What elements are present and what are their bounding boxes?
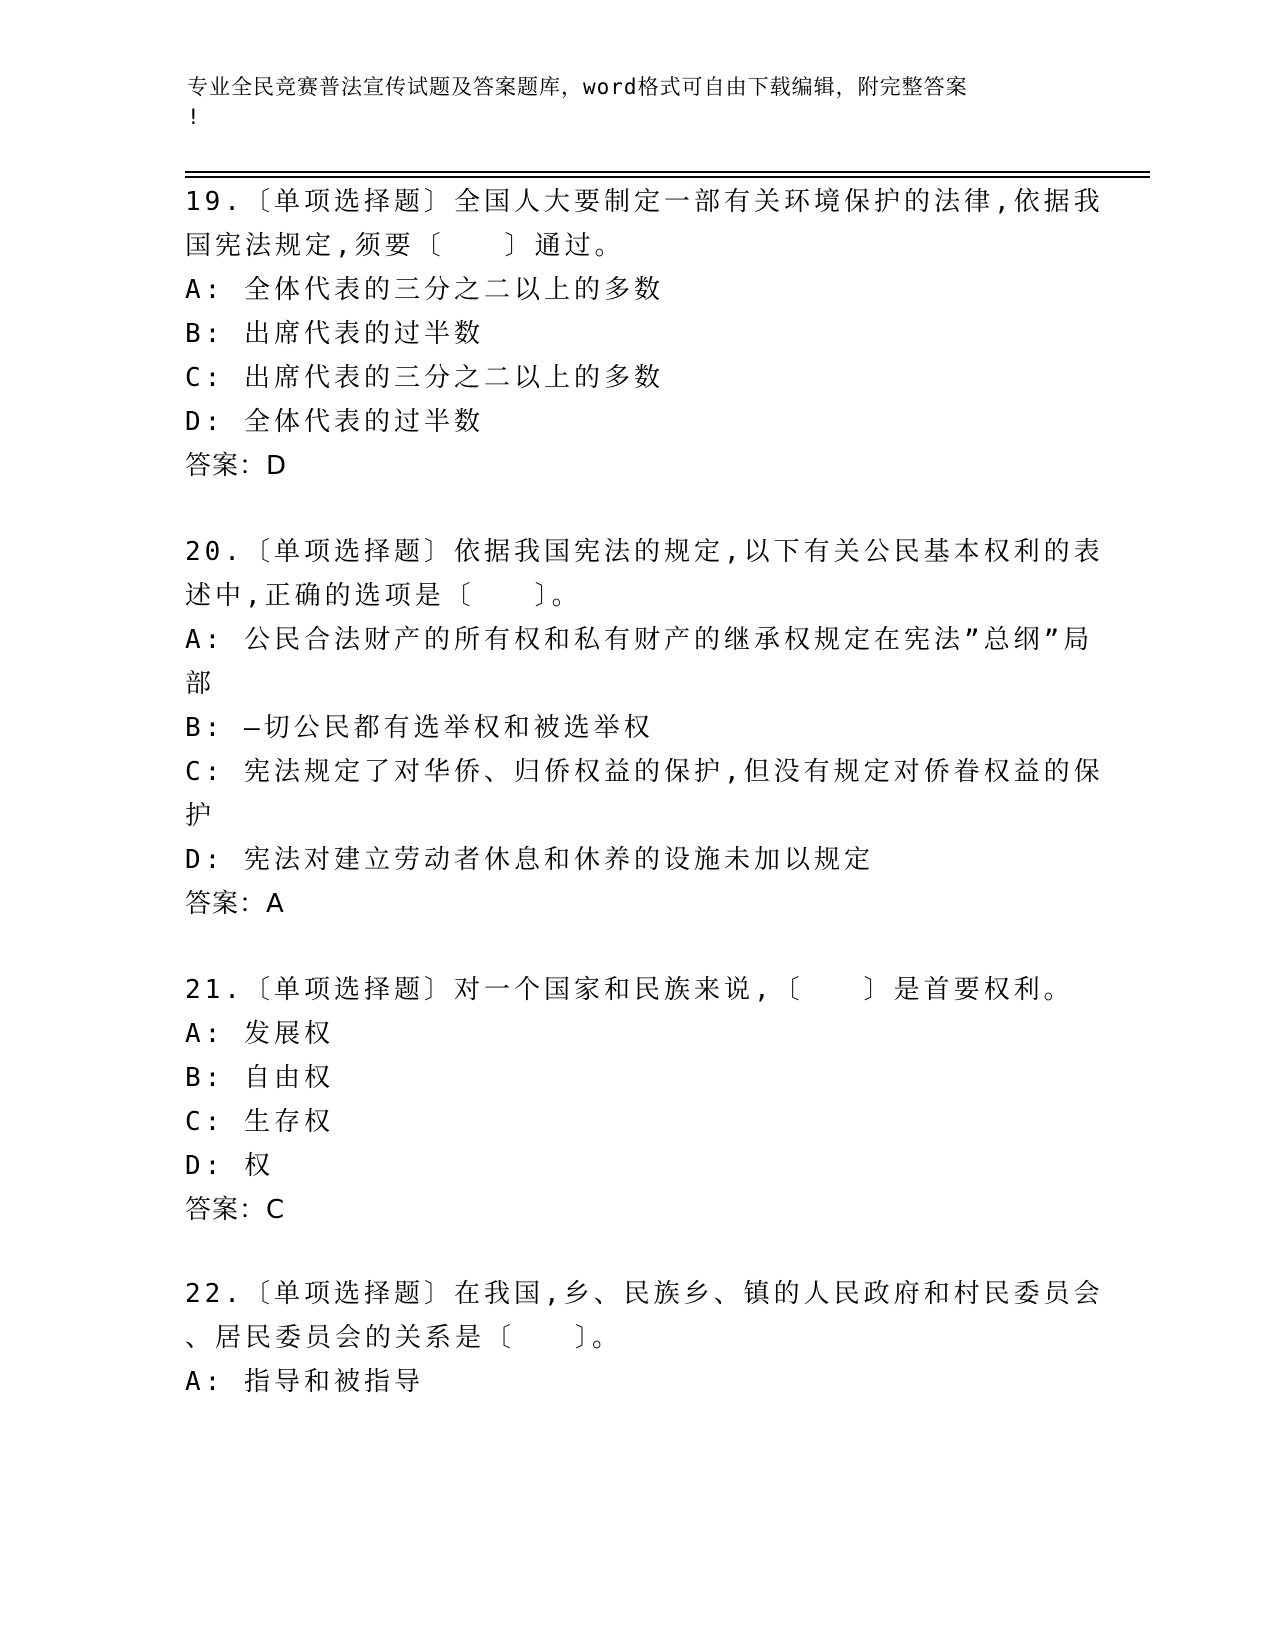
header-rule-top <box>185 171 1150 173</box>
option-d: D: 全体代表的过半数 <box>185 407 484 437</box>
header-line-2: ! <box>187 105 201 129</box>
answer-label: 答案：D <box>185 451 288 481</box>
option-c-continued: 护 <box>185 801 216 831</box>
question-stem-line: 国宪法规定,须要〔 〕通过。 <box>185 231 625 261</box>
option-b: B: 自由权 <box>185 1063 334 1093</box>
option-a: A: 指导和被指导 <box>185 1367 424 1397</box>
question-stem-line: 20.〔单项选择题〕依据我国宪法的规定,以下有关公民基本权利的表 <box>185 537 1104 567</box>
answer-label: 答案：C <box>185 1195 286 1225</box>
answer-label: 答案：A <box>185 889 285 919</box>
option-a-continued: 部 <box>185 669 216 699</box>
option-a: A: 公民合法财产的所有权和私有财产的继承权规定在宪法”总纲”局 <box>185 625 1094 655</box>
option-a: A: 发展权 <box>185 1019 334 1049</box>
option-c: C: 生存权 <box>185 1107 334 1137</box>
question-stem-line: 22.〔单项选择题〕在我国,乡、民族乡、镇的人民政府和村民委员会 <box>185 1279 1104 1309</box>
option-d: D: 权 <box>185 1151 274 1181</box>
option-b: B: 出席代表的过半数 <box>185 319 484 349</box>
question-stem-line: 21.〔单项选择题〕对一个国家和民族来说,〔 〕是首要权利。 <box>185 975 1074 1005</box>
option-a: A: 全体代表的三分之二以上的多数 <box>185 275 664 305</box>
option-d: D: 宪法对建立劳动者休息和休养的设施未加以规定 <box>185 845 874 875</box>
header-rule-bottom <box>185 176 1150 178</box>
question-stem-line: 19.〔单项选择题〕全国人大要制定一部有关环境保护的法律,依据我 <box>185 187 1104 217</box>
option-b: B: —切公民都有选举权和被选举权 <box>185 713 654 743</box>
question-stem-line: 述中,正确的选项是〔 〕。 <box>185 581 582 611</box>
question-stem-line: 、居民委员会的关系是〔 〕。 <box>185 1323 623 1353</box>
option-c: C: 出席代表的三分之二以上的多数 <box>185 363 664 393</box>
header-line-1: 专业全民竞赛普法宣传试题及答案题库，word格式可自由下载编辑，附完整答案 <box>187 75 968 99</box>
option-c: C: 宪法规定了对华侨、归侨权益的保护,但没有规定对侨眷权益的保 <box>185 757 1104 787</box>
